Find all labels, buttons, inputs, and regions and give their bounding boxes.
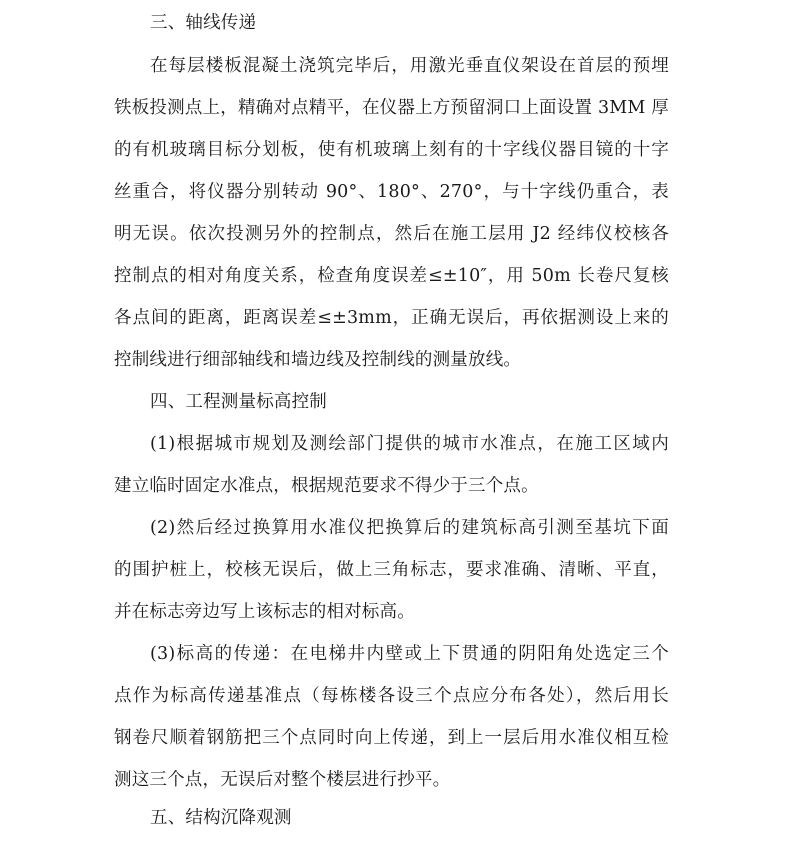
paragraph-line: 的有机玻璃目标分划板，使有机玻璃上刻有的十字线仪器目镜的十字 [114,140,669,160]
paragraph-line: 的围护桩上，校核无误后，做上三角标志，要求准确、清晰、平直， [114,560,669,580]
paragraph-line: (3)标高的传递：在电梯井内壁或上下贯通的阴阳角处选定三个 [150,644,669,664]
paragraph-line: 明无误。依次投测另外的控制点，然后在施工层用 J2 经纬仪校核各 [114,224,669,244]
paragraph-line: 在每层楼板混凝土浇筑完毕后，用激光垂直仪架设在首层的预埋 [150,56,669,76]
paragraph-line: 建立临时固定水准点，根据规范要求不得少于三个点。 [114,476,539,496]
paragraph-line: 测这三个点，无误后对整个楼层进行抄平。 [114,770,451,790]
paragraph-line: 点作为标高传递基准点（每栋楼各设三个点应分布各处），然后用长 [114,686,669,706]
section-heading-5: 五、结构沉降观测 [150,808,292,828]
section-heading-3: 三、轴线传递 [150,13,257,33]
section-heading-4: 四、工程测量标高控制 [150,392,327,412]
paragraph-line: (1)根据城市规划及测绘部门提供的城市水准点，在施工区域内 [150,434,669,454]
paragraph-line: 各点间的距离，距离误差≤±3mm，正确无误后，再依据测设上来的 [114,308,669,328]
paragraph-line: (2)然后经过换算用水准仪把换算后的建筑标高引测至基坑下面 [150,518,669,538]
paragraph-line: 丝重合，将仪器分别转动 90°、180°、270°，与十字线仍重合，表 [114,182,669,202]
paragraph-line: 并在标志旁边写上该标志的相对标高。 [114,602,415,622]
paragraph-line: 控制点的相对角度关系，检查角度误差≤±10″，用 50m 长卷尺复核 [114,266,669,286]
paragraph-line: 控制线进行细部轴线和墙边线及控制线的测量放线。 [114,350,522,370]
paragraph-line: 铁板投测点上，精确对点精平，在仪器上方预留洞口上面设置 3MM 厚 [114,98,669,118]
paragraph-line: 钢卷尺顺着钢筋把三个点同时向上传递，到上一层后用水准仪相互检 [114,728,669,748]
